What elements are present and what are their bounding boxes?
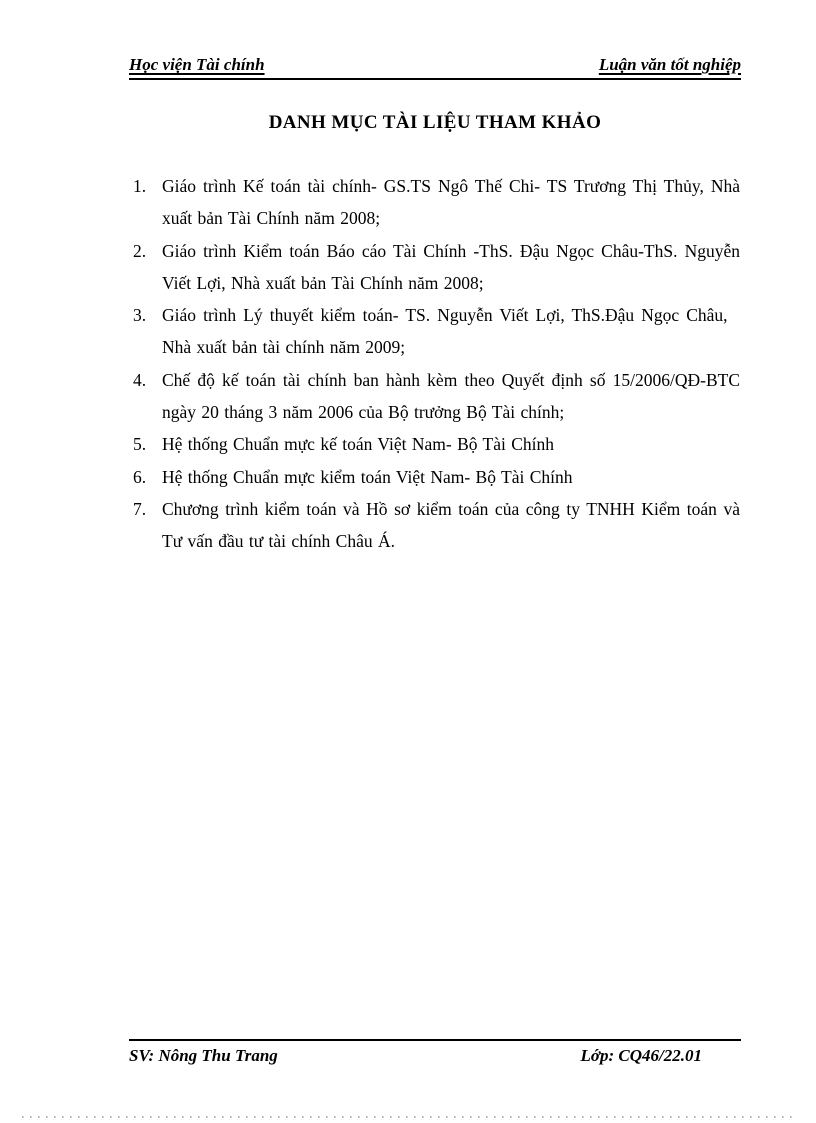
reference-item (133, 299, 740, 364)
reference-number: 5. (133, 434, 147, 455)
footer-student-name: SV: Nông Thu Trang (129, 1046, 278, 1065)
header-doc-type: Luận văn tốt nghiệp (598, 55, 741, 74)
reference-number: 1. (133, 176, 147, 196)
reference-item (133, 170, 740, 235)
reference-text: Chương trình kiểm toán và Hồ sơ kiểm toán của công ty TNHH Kiểm toán và Tư vấn đầu tư tài chính Châu Á. (162, 498, 740, 552)
header-institution: Học viện Tài chính (129, 55, 265, 74)
page-boundary-dotted-line (22, 1116, 798, 1118)
reference-text: Hệ thống Chuẩn mực kế toán Việt Nam- Bộ Tài Chính (162, 434, 555, 455)
reference-text: Giáo trình Kế toán tài chính- GS.TS Ngô Thế Chi- TS Trương Thị Thủy, Nhà xuất bản Tài Chính năm 2008; (162, 176, 740, 229)
reference-list (133, 170, 740, 558)
reference-item (133, 461, 740, 493)
reference-text: Giáo trình Kiểm toán Báo cáo Tài Chính -ThS. Đậu Ngọc Châu-ThS. Nguyễn Viết Lợi, Nhà xuất bản Tài Chính năm 2008; (162, 240, 740, 293)
reference-item (133, 428, 740, 460)
reference-text: Chế độ kế toán tài chính ban hành kèm theo Quyết định số 15/2006/QĐ-BTC ngày 20 tháng 3 năm 2006 của Bộ trưởng Bộ Tài chính; (162, 369, 740, 423)
page-title: DANH MỤC TÀI LIỆU THAM KHẢO (268, 112, 602, 133)
reference-item (133, 493, 740, 558)
reference-number: 4. (133, 369, 147, 390)
reference-item (133, 235, 740, 300)
reference-number: 2. (133, 240, 147, 261)
reference-number: 3. (133, 305, 147, 326)
page-footer (129, 1039, 741, 1067)
reference-number: 7. (133, 498, 147, 519)
reference-item (133, 364, 740, 429)
footer-class-id: Lớp: CQ46/22.01 (580, 1046, 702, 1065)
reference-text: Hệ thống Chuẩn mực kiểm toán Việt Nam- Bộ Tài Chính (162, 466, 573, 487)
page-header (129, 54, 741, 80)
reference-text: Giáo trình Lý thuyết kiểm toán- TS. Nguyễn Viết Lợi, ThS.Đậu Ngọc Châu, Nhà xuất bản tài chính năm 2009; (162, 305, 740, 358)
reference-number: 6. (133, 466, 147, 487)
